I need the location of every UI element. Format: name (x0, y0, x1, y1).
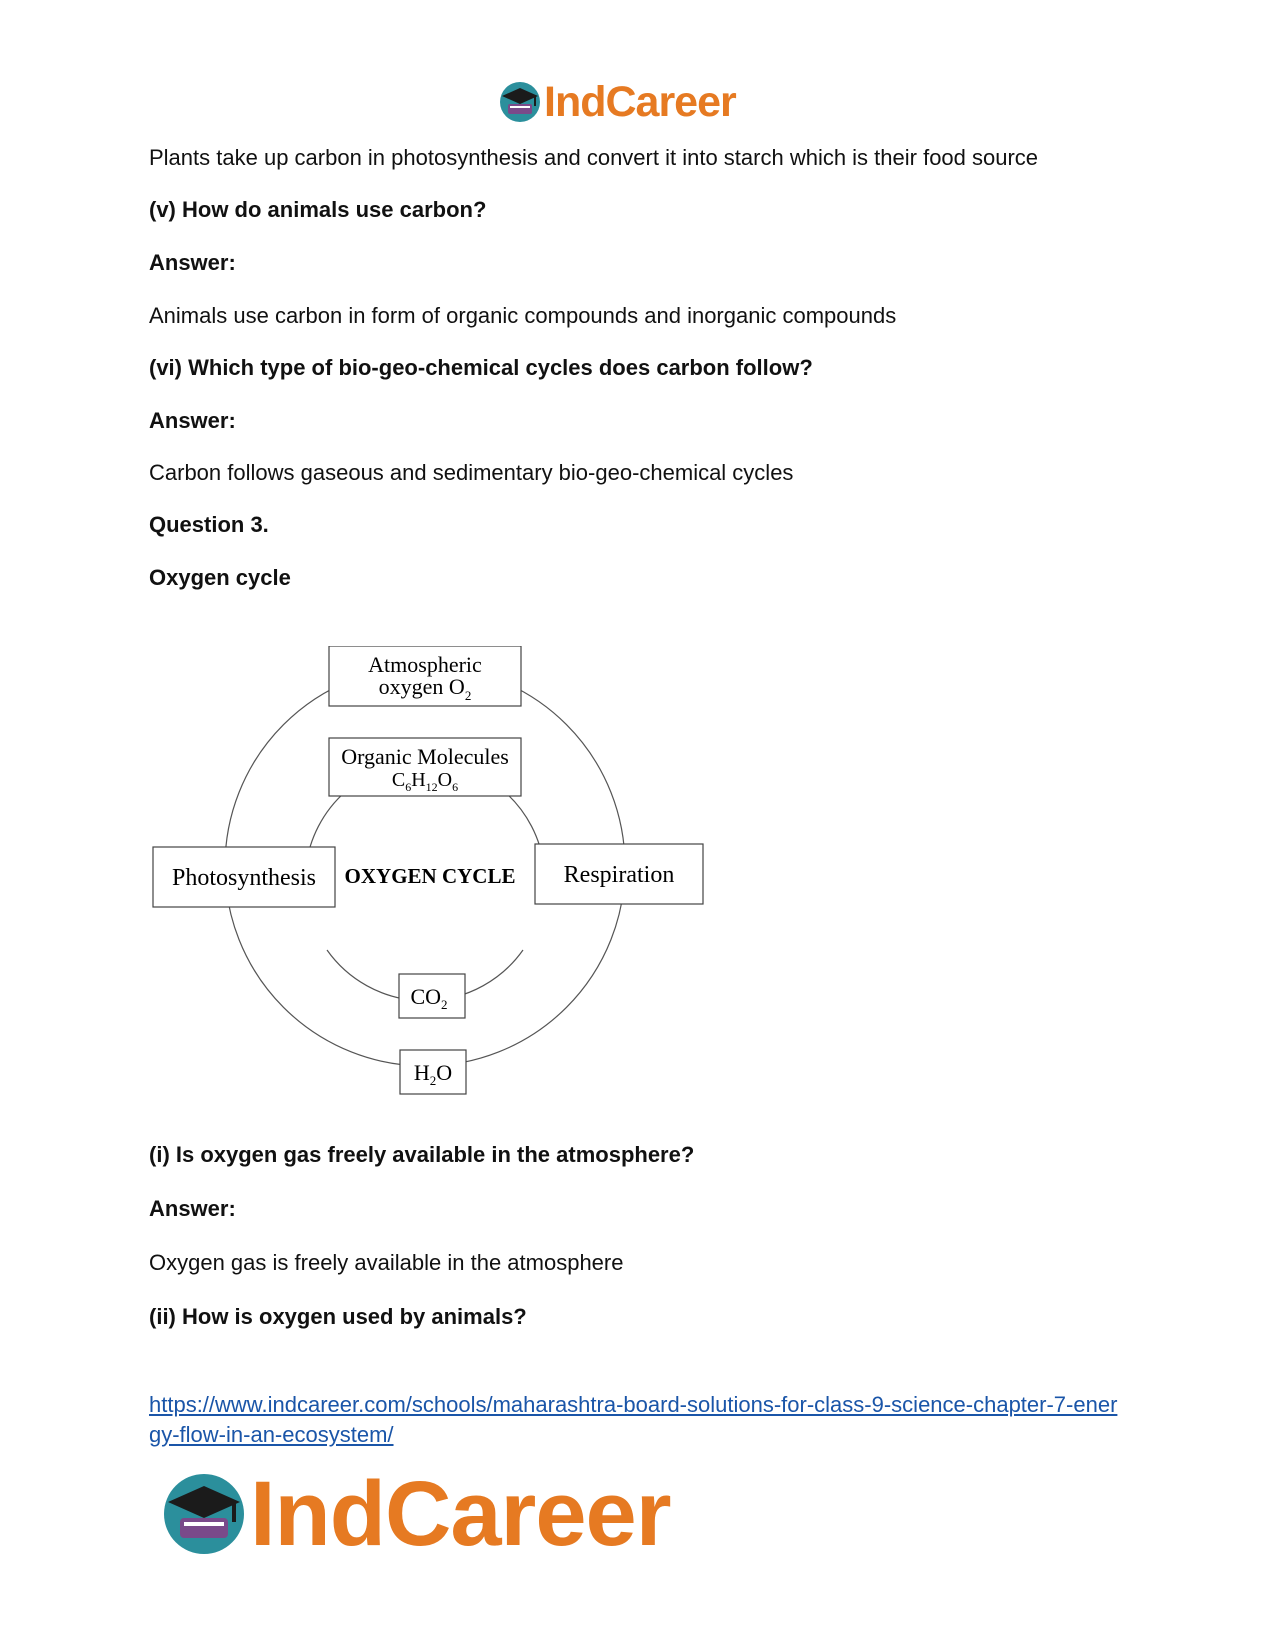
atmospheric-label-line2: oxygen O (378, 674, 465, 699)
indcareer-logo-top[interactable] (498, 77, 736, 126)
graduation-cap-icon (160, 1470, 248, 1558)
answer-i: Oxygen gas is freely available in the atmosphere (149, 1250, 624, 1275)
answer-label-vi: Answer: (149, 408, 236, 433)
oxygen-cycle-center-label: OXYGEN CYCLE (344, 864, 516, 888)
atmospheric-subscript: 2 (464, 688, 472, 703)
question-v: (v) How do animals use carbon? (149, 197, 487, 222)
question-i: (i) Is oxygen gas freely available in the atmosphere? (149, 1142, 695, 1167)
question-ii: (ii) How is oxygen used by animals? (149, 1304, 527, 1329)
h2o-label: H (413, 1060, 430, 1085)
question-vi: (vi) Which type of bio-geo-chemical cycles does carbon follow? (149, 355, 813, 380)
source-url-link[interactable]: https://www.indcareer.com/schools/maharashtra-board-solutions-for-class-9-science-chapter-7-energy-flow-in-an-ecosystem/ (149, 1392, 1118, 1447)
indcareer-logo-bottom[interactable] (160, 1463, 671, 1565)
question-3-heading: Question 3. (149, 512, 269, 537)
answer-label-i: Answer: (149, 1196, 236, 1221)
logo-text: IndCareer (250, 1463, 671, 1565)
answer-vi: Carbon follows gaseous and sedimentary bio-geo-chemical cycles (149, 460, 794, 485)
atmospheric-label-line1: Atmospheric (368, 652, 482, 677)
graduation-cap-icon (498, 80, 542, 124)
oxygen-cycle-heading: Oxygen cycle (149, 565, 291, 590)
co2-label: CO (410, 984, 442, 1009)
svg-text:CO2: $CO_2$ (410, 984, 448, 1012)
organic-molecules-label: Organic Molecules (341, 744, 509, 769)
logo-text: IndCareer (544, 77, 736, 126)
svg-text:oxygen O2 (379, 674, 472, 703)
respiration-label: Respiration (563, 862, 675, 888)
oxygen-cycle-diagram (149, 646, 709, 1106)
paragraph-plants-carbon: Plants take up carbon in photosynthesis and convert it into starch which is their food source (149, 145, 1039, 170)
photosynthesis-label: Photosynthesis (171, 865, 317, 891)
svg-text:C6H12O6: $C_6H_{12}O_6$ (391, 769, 459, 794)
answer-label-v: Answer: (149, 250, 236, 275)
svg-text:H2O: $H_2O$ (413, 1060, 453, 1088)
answer-v: Animals use carbon in form of organic compounds and inorganic compounds (149, 303, 897, 328)
